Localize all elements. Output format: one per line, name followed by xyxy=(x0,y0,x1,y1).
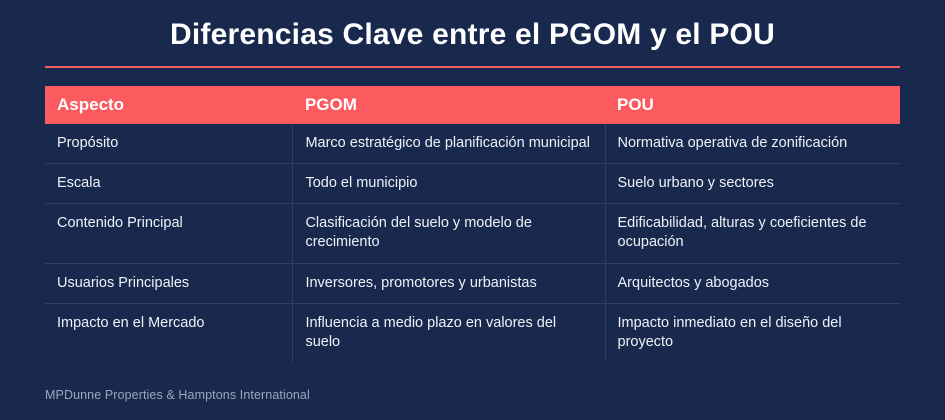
cell-pou: Arquitectos y abogados xyxy=(605,263,900,303)
cell-pou: Suelo urbano y sectores xyxy=(605,164,900,204)
comparison-table-wrapper xyxy=(45,86,900,362)
cell-pgom: Inversores, promotores y urbanistas xyxy=(293,263,605,303)
table-row xyxy=(45,204,900,263)
cell-pgom: Todo el municipio xyxy=(293,164,605,204)
cell-pgom: Influencia a medio plazo en valores del suelo xyxy=(293,303,605,362)
column-header-pgom: PGOM xyxy=(293,86,605,124)
table-row xyxy=(45,164,900,204)
cell-aspecto: Impacto en el Mercado xyxy=(45,303,293,362)
cell-aspecto: Contenido Principal xyxy=(45,204,293,263)
table-body xyxy=(45,124,900,362)
title-divider xyxy=(45,66,900,68)
page-title: Diferencias Clave entre el PGOM y el POU xyxy=(170,18,775,51)
table-row xyxy=(45,263,900,303)
cell-pgom: Marco estratégico de planificación municipal xyxy=(293,124,605,164)
cell-pgom: Clasificación del suelo y modelo de crecimiento xyxy=(293,204,605,263)
table-header-row xyxy=(45,86,900,124)
table-header xyxy=(45,86,900,124)
cell-pou: Normativa operativa de zonificación xyxy=(605,124,900,164)
cell-aspecto: Propósito xyxy=(45,124,293,164)
cell-aspecto: Usuarios Principales xyxy=(45,263,293,303)
cell-pou: Impacto inmediato en el diseño del proyecto xyxy=(617,314,842,350)
comparison-table xyxy=(45,86,900,362)
cell-aspecto: Escala xyxy=(45,164,293,204)
column-header-aspecto: Aspecto xyxy=(45,86,293,124)
cell-pou: Edificabilidad, alturas y coeficientes de ocupación xyxy=(605,204,900,263)
footer-attribution: MPDunne Properties & Hamptons International xyxy=(45,388,310,402)
table-row xyxy=(45,124,900,164)
table-row xyxy=(45,303,900,362)
column-header-pou: POU xyxy=(605,86,900,124)
